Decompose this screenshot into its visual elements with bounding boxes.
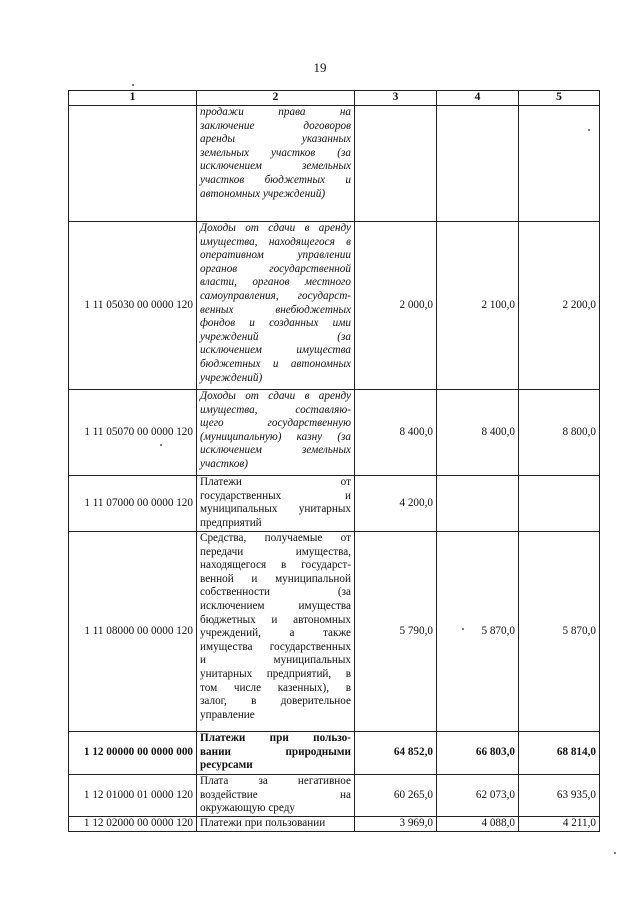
table-body <box>69 106 600 832</box>
table-row <box>69 106 600 222</box>
description-cell <box>197 732 355 775</box>
description-cell <box>197 222 355 390</box>
header-col-4: 4 <box>437 91 519 106</box>
amount-cell-col-5 <box>519 476 600 532</box>
description-line: Платежи при пользовании <box>200 817 326 829</box>
amount-cell-col-3: 64 852,0 <box>355 732 437 775</box>
scan-speck <box>614 852 616 854</box>
budget-code-cell: 1 11 05070 00 0000 120 <box>69 390 197 476</box>
description-line: передачи имущества, <box>200 545 351 558</box>
amount-cell-col-5: 63 935,0 <box>519 775 600 817</box>
description-cell <box>197 532 355 732</box>
description-line: органов государственной <box>200 262 351 275</box>
description-cell <box>197 390 355 476</box>
amount-cell-col-3 <box>355 106 437 222</box>
header-col-5: 5 <box>519 91 600 106</box>
description-line: Плата за негативное <box>200 775 351 787</box>
description-line: венных внебюджетных <box>200 303 351 316</box>
amount-cell-col-5: 68 814,0 <box>519 732 600 775</box>
scan-speck <box>588 129 590 131</box>
amount-cell-col-5: 4 211,0 <box>519 817 600 832</box>
description-line: Платежи при пользо- <box>200 732 351 744</box>
description-line: учреждений) <box>200 371 263 384</box>
description-line: исключением имущества <box>200 344 351 357</box>
amount-cell-col-5 <box>519 106 600 222</box>
description-line: оперативном управлении <box>200 249 351 262</box>
budget-code-cell <box>69 106 197 222</box>
description-line: том числе казенных), в <box>200 681 351 694</box>
budget-code-cell: 1 11 08000 00 0000 120 <box>69 532 197 732</box>
amount-cell-col-4 <box>437 106 519 222</box>
description-cell <box>197 775 355 817</box>
description-line: самоуправления, государст- <box>200 289 351 302</box>
amount-cell-col-4: 4 088,0 <box>437 817 519 832</box>
description-line: имущества, составляю- <box>200 403 351 416</box>
description-line: имущества, находящегося в <box>200 235 351 248</box>
amount-cell-col-3: 60 265,0 <box>355 775 437 817</box>
table-row <box>69 732 600 775</box>
description-line: исключением земельных <box>200 160 351 173</box>
header-col-2: 2 <box>197 91 355 106</box>
header-col-1: 1 <box>69 91 197 106</box>
description-line: продажи права на <box>200 106 351 118</box>
description-line: управление <box>200 708 255 721</box>
description-line: воздействие на <box>200 788 351 801</box>
amount-cell-col-5: 8 800,0 <box>519 390 600 476</box>
budget-code-cell: 1 11 05030 00 0000 120 <box>69 222 197 390</box>
budget-code-cell: 1 11 07000 00 0000 120 <box>69 476 197 532</box>
amount-cell-col-4: 62 073,0 <box>437 775 519 817</box>
description-line: власти, органов местного <box>200 276 351 289</box>
description-line: муниципальных унитарных <box>200 503 351 516</box>
table-header-row <box>69 91 600 106</box>
amount-cell-col-4: 8 400,0 <box>437 390 519 476</box>
scan-speck <box>462 628 464 630</box>
budget-code-cell: 1 12 02000 00 0000 120 <box>69 817 197 832</box>
table-row <box>69 817 600 832</box>
description-line: автономных учреждений) <box>200 187 326 200</box>
amount-cell-col-4: 5 870,0 <box>437 532 519 732</box>
description-line: венной и муниципальной <box>200 572 351 585</box>
description-line: фондов и созданных ими <box>200 317 351 330</box>
table-row <box>69 775 600 817</box>
description-line: учреждений, а также <box>200 627 351 640</box>
description-line: имущества государственных <box>200 640 351 653</box>
amount-cell-col-4: 2 100,0 <box>437 222 519 390</box>
description-line: земельных участков (за <box>200 146 351 159</box>
description-line: бюджетных и автономных <box>200 357 351 370</box>
budget-code-cell: 1 12 00000 00 0000 000 <box>69 732 197 775</box>
description-line: учреждений (за <box>200 330 351 343</box>
table-row <box>69 222 600 390</box>
description-line: заключение договоров <box>200 119 351 132</box>
amount-cell-col-5: 5 870,0 <box>519 532 600 732</box>
amount-cell-col-3: 5 790,0 <box>355 532 437 732</box>
description-line: ресурсами <box>200 759 253 772</box>
amount-cell-col-3: 2 000,0 <box>355 222 437 390</box>
amount-cell-col-3: 8 400,0 <box>355 390 437 476</box>
scan-speck <box>132 84 134 86</box>
description-line: окружающую среду <box>200 802 296 815</box>
description-line: предприятий <box>200 516 262 529</box>
description-cell <box>197 476 355 532</box>
description-line: находящегося в государст- <box>200 559 351 572</box>
description-line: вании природными <box>200 745 351 758</box>
description-line: исключением земельных <box>200 444 351 457</box>
budget-table <box>68 90 600 832</box>
description-line: исключением имущества <box>200 599 351 612</box>
description-line: Доходы от сдачи в аренду <box>200 222 351 234</box>
table-row <box>69 532 600 732</box>
description-line: государственных и <box>200 489 351 502</box>
budget-code-cell: 1 12 01000 01 0000 120 <box>69 775 197 817</box>
table-row <box>69 390 600 476</box>
description-line: Средства, получаемые от <box>200 532 351 544</box>
scan-speck <box>160 444 162 446</box>
description-line: участков) <box>200 457 248 470</box>
description-line: бюджетных и автономных <box>200 613 351 626</box>
description-line: Платежи от <box>200 476 351 488</box>
description-cell <box>197 106 355 222</box>
description-line: аренды указанных <box>200 133 351 146</box>
description-line: залог, в доверительное <box>200 695 351 708</box>
amount-cell-col-3: 4 200,0 <box>355 476 437 532</box>
amount-cell-col-3: 3 969,0 <box>355 817 437 832</box>
description-line: (муниципальную) казну (за <box>200 430 351 443</box>
page-number: 19 <box>313 60 327 75</box>
description-line: Доходы от сдачи в аренду <box>200 390 351 402</box>
description-line: и муниципальных <box>200 654 351 667</box>
amount-cell-col-4: 66 803,0 <box>437 732 519 775</box>
description-line: участков бюджетных и <box>200 173 351 186</box>
description-line: унитарных предприятий, в <box>200 667 351 680</box>
amount-cell-col-4 <box>437 476 519 532</box>
table-row <box>69 476 600 532</box>
header-col-3: 3 <box>355 91 437 106</box>
description-line: щего государственную <box>200 417 351 430</box>
description-cell <box>197 817 355 832</box>
description-line: собственности (за <box>200 586 351 599</box>
amount-cell-col-5: 2 200,0 <box>519 222 600 390</box>
